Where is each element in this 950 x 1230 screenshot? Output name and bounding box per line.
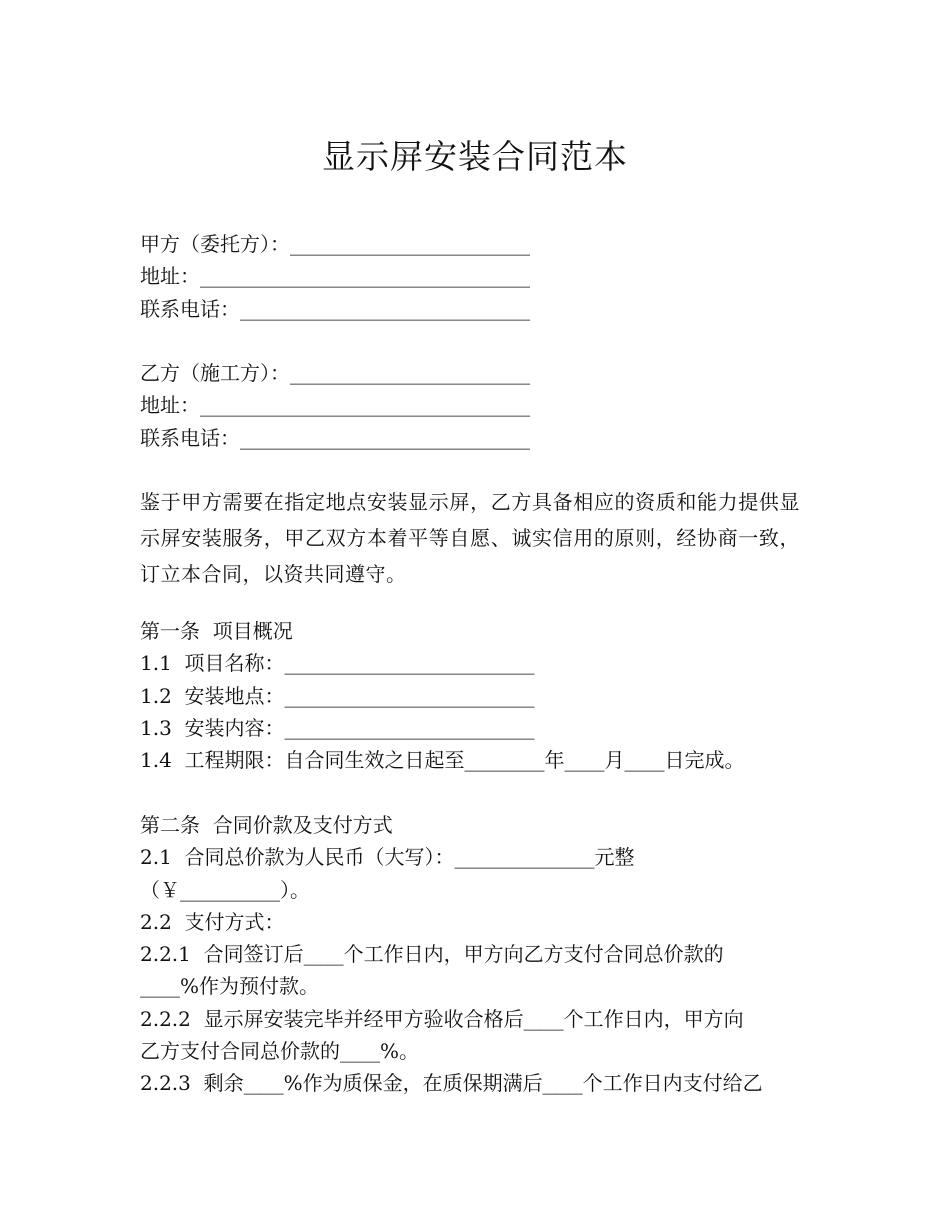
party-b-name: 乙方（施工方）：________________________: [140, 361, 530, 385]
article-1-item: 1.2 安装地点：_________________________: [140, 683, 535, 708]
article-2-line: 2.2.2 显示屏安装完毕并经甲方验收合格后____个工作日内，甲方向: [140, 1006, 744, 1031]
preamble-paragraph: 鉴于甲方需要在指定地点安装显示屏，乙方具备相应的资质和能力提供显示屏安装服务，甲乙双方本着平等自愿、诚实信用的原则，经协商一致，订立本合同，以资共同遵守。: [140, 490, 800, 586]
article-2-heading: 第二条 合同价款及支付方式: [140, 813, 393, 837]
party-a-name: 甲方（委托方）：________________________: [140, 232, 530, 256]
party-b-address: 地址：_________________________________: [140, 393, 530, 418]
article-2: [140, 809, 810, 1100]
party-a-block: [140, 228, 810, 325]
article-1-item: 1.1 项目名称：_________________________: [140, 651, 535, 676]
article-1-item: 1.3 安装内容：_________________________: [140, 715, 535, 740]
article-2-line: 2.2 支付方式：: [140, 909, 285, 934]
document-title: 显示屏安装合同范本: [322, 137, 628, 176]
article-2-line: （￥__________）。: [140, 877, 310, 902]
article-2-line: 2.2.3 剩余____%作为质保金，在质保期满后____个工作日内支付给乙: [140, 1071, 763, 1096]
party-a-phone: 联系电话：_____________________________: [140, 296, 530, 321]
article-1-heading: 第一条 项目概况: [140, 619, 293, 643]
article-2-line: 乙方支付合同总价款的____%。: [140, 1039, 420, 1064]
article-1: [140, 615, 810, 776]
party-b-phone: 联系电话：_____________________________: [140, 425, 530, 450]
article-2-line: 2.2.1 合同签订后____个工作日内，甲方向乙方支付合同总价款的: [140, 942, 724, 967]
party-a-address: 地址：_________________________________: [140, 264, 530, 289]
party-b-block: [140, 357, 810, 454]
article-2-line: ____%作为预付款。: [140, 974, 320, 999]
article-1-item: 1.4 工程期限：自合同生效之日起至________年____月____日完成。: [140, 748, 745, 773]
article-2-line: 2.1 合同总价款为人民币（大写）：______________元整: [140, 845, 635, 870]
